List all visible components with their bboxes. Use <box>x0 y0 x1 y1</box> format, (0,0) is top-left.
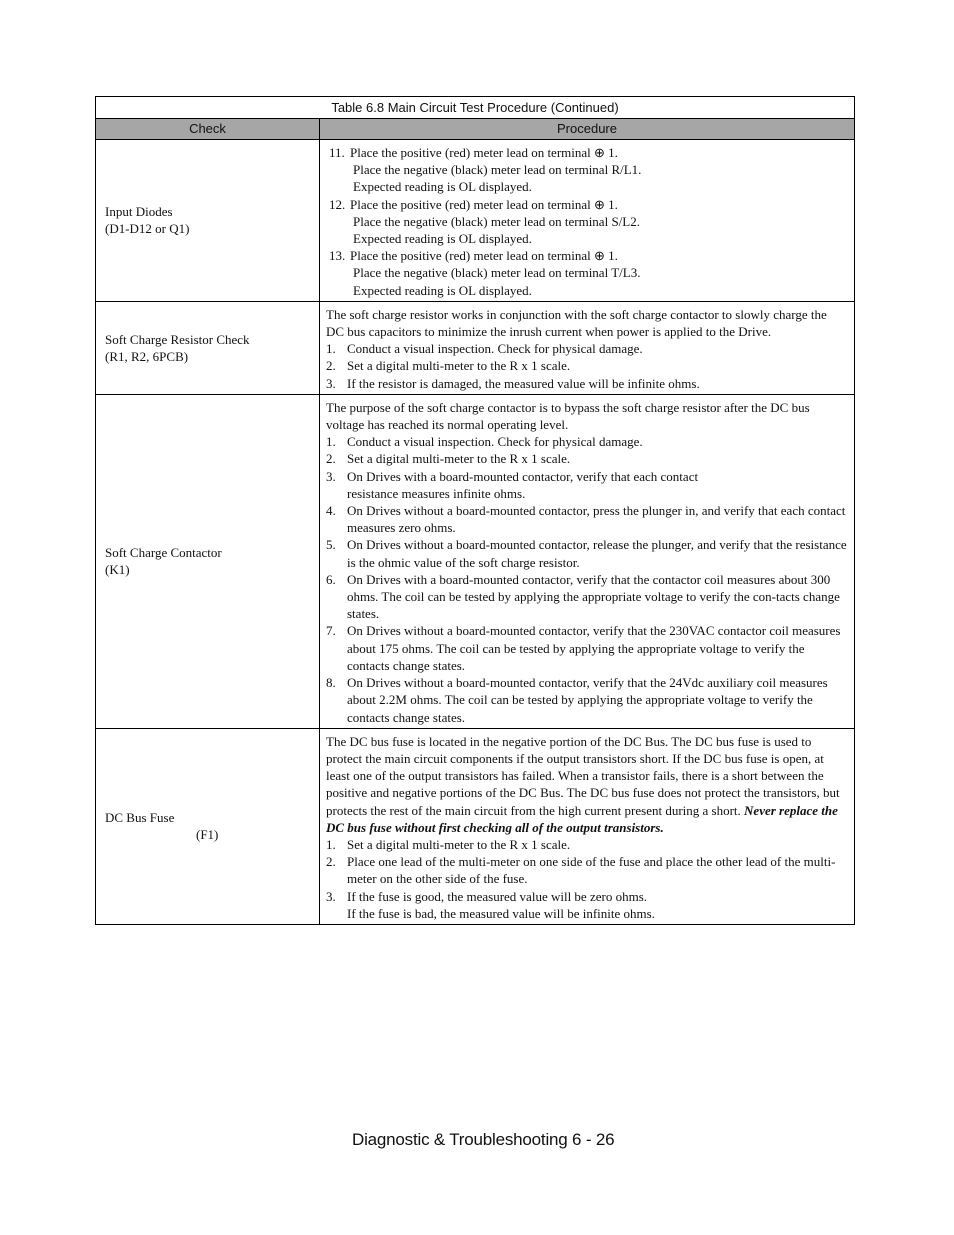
list-text: Set a digital multi-meter to the R x 1 scale. <box>347 358 571 374</box>
list-text: On Drives without a board-mounted contactor, verify that the 24Vdc auxiliary coil measures about 2.2M ohms. The coil can be tested by applying the appropriate voltage to verify the contacts change states. <box>347 675 828 725</box>
list-text: If the fuse is bad, the measured value will be infinite ohms. <box>347 905 655 921</box>
list-item <box>326 450 848 467</box>
check-sublabel: (R1, R2, 6PCB) <box>105 348 189 364</box>
check-cell <box>96 394 320 728</box>
procedure-cell <box>320 728 855 924</box>
list-text: If the fuse is good, the measured value will be zero ohms. <box>347 888 647 904</box>
page-footer: Diagnostic & Troubleshooting 6 - 26 <box>352 1130 615 1149</box>
step-text: Expected reading is OL displayed. <box>353 231 532 247</box>
check-cell <box>96 301 320 394</box>
list-number: 1. <box>326 836 336 852</box>
list-text: Set a digital multi-meter to the R x 1 scale. <box>347 836 571 852</box>
list-item <box>326 433 848 450</box>
list-item <box>326 357 848 374</box>
list-number: 5. <box>326 537 336 553</box>
list-item <box>326 468 848 502</box>
step-text: Expected reading is OL displayed. <box>353 179 532 195</box>
table-row-soft-charge-resistor <box>96 301 855 394</box>
check-cell <box>96 728 320 924</box>
step-text: Place the negative (black) meter lead on terminal S/L2. <box>353 213 640 229</box>
list-number: 8. <box>326 675 336 691</box>
step-text: Place the negative (black) meter lead on terminal R/L1. <box>353 162 642 178</box>
list-number: 4. <box>326 503 336 519</box>
step-text: Place the positive (red) meter lead on terminal ⊕ 1. <box>350 196 618 212</box>
list-item <box>326 674 848 726</box>
list-number: 2. <box>326 358 336 374</box>
step-text: Place the negative (black) meter lead on terminal T/L3. <box>353 265 641 281</box>
column-header-procedure: Procedure <box>320 119 855 140</box>
table-row-soft-charge-contactor <box>96 394 855 728</box>
warning-text: Never replace the DC bus fuse without first checking all of the output transistors. <box>326 802 838 835</box>
main-circuit-test-table <box>95 96 855 925</box>
list-text: On Drives with a board-mounted contactor, verify that each contact <box>347 468 699 484</box>
list-item <box>326 888 848 922</box>
list-text: Conduct a visual inspection. Check for physical damage. <box>347 341 643 357</box>
list-item <box>326 502 848 536</box>
list-number: 2. <box>326 451 336 467</box>
procedure-cell <box>320 301 855 394</box>
list-number: 6. <box>326 571 336 587</box>
check-sublabel: (K1) <box>105 562 130 578</box>
list-text: resistance measures infinite ohms. <box>347 485 526 501</box>
step-number: 13. <box>329 248 346 264</box>
list-text: Conduct a visual inspection. Check for physical damage. <box>347 434 643 450</box>
check-cell <box>96 140 320 302</box>
list-number: 1. <box>326 341 336 357</box>
column-header-check: Check <box>96 119 320 140</box>
check-sublabel: (D1-D12 or Q1) <box>105 221 190 237</box>
table-caption: Table 6.8 Main Circuit Test Procedure (Continued) <box>96 97 855 119</box>
procedure-cell <box>320 394 855 728</box>
step-13 <box>329 247 848 264</box>
list-number: 1. <box>326 434 336 450</box>
list-number: 2. <box>326 854 336 870</box>
table-row-input-diodes <box>96 140 855 302</box>
step-text: Place the positive (red) meter lead on terminal ⊕ 1. <box>350 248 618 264</box>
list-item <box>326 536 848 570</box>
step-number: 12. <box>329 196 346 212</box>
list-text: Set a digital multi-meter to the R x 1 scale. <box>347 451 571 467</box>
step-number: 11. <box>329 145 345 160</box>
list-number: 3. <box>326 468 336 484</box>
step-text: Expected reading is OL displayed. <box>353 282 532 298</box>
check-sublabel: (F1) <box>196 827 219 843</box>
list-item <box>326 853 848 887</box>
step-11 <box>329 144 848 161</box>
intro-text: The DC bus fuse is located in the negative portion of the DC Bus. The DC bus fuse is used to protect the main circuit components if the output transistors short. If the DC bus fuse is open, at least one of the output transistors has failed. When a transistor fails, there is a short between the positive and negative portions of the DC Bus. The DC bus fuse does not protect the transistors, but protects the rest of the main circuit from the high current present during a short. <box>326 733 840 818</box>
list-text: On Drives without a board-mounted contactor, release the plunger, and verify that the resistance is the ohmic value of the soft charge resistor. <box>347 537 847 570</box>
table-row-dc-bus-fuse <box>96 728 855 924</box>
step-text: Place the positive (red) meter lead on terminal ⊕ 1. <box>350 145 618 160</box>
procedure-intro <box>326 733 848 836</box>
list-item <box>326 836 848 853</box>
list-text: On Drives without a board-mounted contactor, verify that the 230VAC contactor coil measures about 175 ohms. The coil can be tested by applying the appropriate voltage to verify the contacts change states. <box>347 623 841 673</box>
check-label: Input Diodes <box>105 204 173 220</box>
list-item <box>326 340 848 357</box>
list-text: On Drives without a board-mounted contactor, press the plunger in, and verify that each contact measures zero ohms. <box>347 503 846 536</box>
step-12 <box>329 196 848 213</box>
list-number: 3. <box>326 375 336 391</box>
list-text: Place one lead of the multi-meter on one side of the fuse and place the other lead of the multi-meter on the other side of the fuse. <box>347 854 836 887</box>
check-label: Soft Charge Contactor <box>105 545 222 561</box>
check-label: DC Bus Fuse <box>105 810 175 826</box>
check-label: Soft Charge Resistor Check <box>105 331 250 347</box>
list-text: On Drives with a board-mounted contactor, verify that the contactor coil measures about 300 ohms. The coil can be tested by applying the appropriate voltage to verify the con-tacts change states. <box>347 571 840 622</box>
list-number: 7. <box>326 623 336 639</box>
procedure-intro: The soft charge resistor works in conjunction with the soft charge contactor to slowly charge the DC bus capacitors to minimize the inrush current when power is applied to the Drive. <box>326 306 827 340</box>
list-item <box>326 571 848 623</box>
list-number: 3. <box>326 888 336 904</box>
list-text: If the resistor is damaged, the measured value will be infinite ohms. <box>347 375 700 391</box>
procedure-intro: The purpose of the soft charge contactor is to bypass the soft charge resistor after the DC bus voltage has reached its normal operating level. <box>326 399 810 433</box>
list-item <box>326 622 848 674</box>
procedure-cell <box>320 140 855 302</box>
list-item <box>326 375 848 392</box>
